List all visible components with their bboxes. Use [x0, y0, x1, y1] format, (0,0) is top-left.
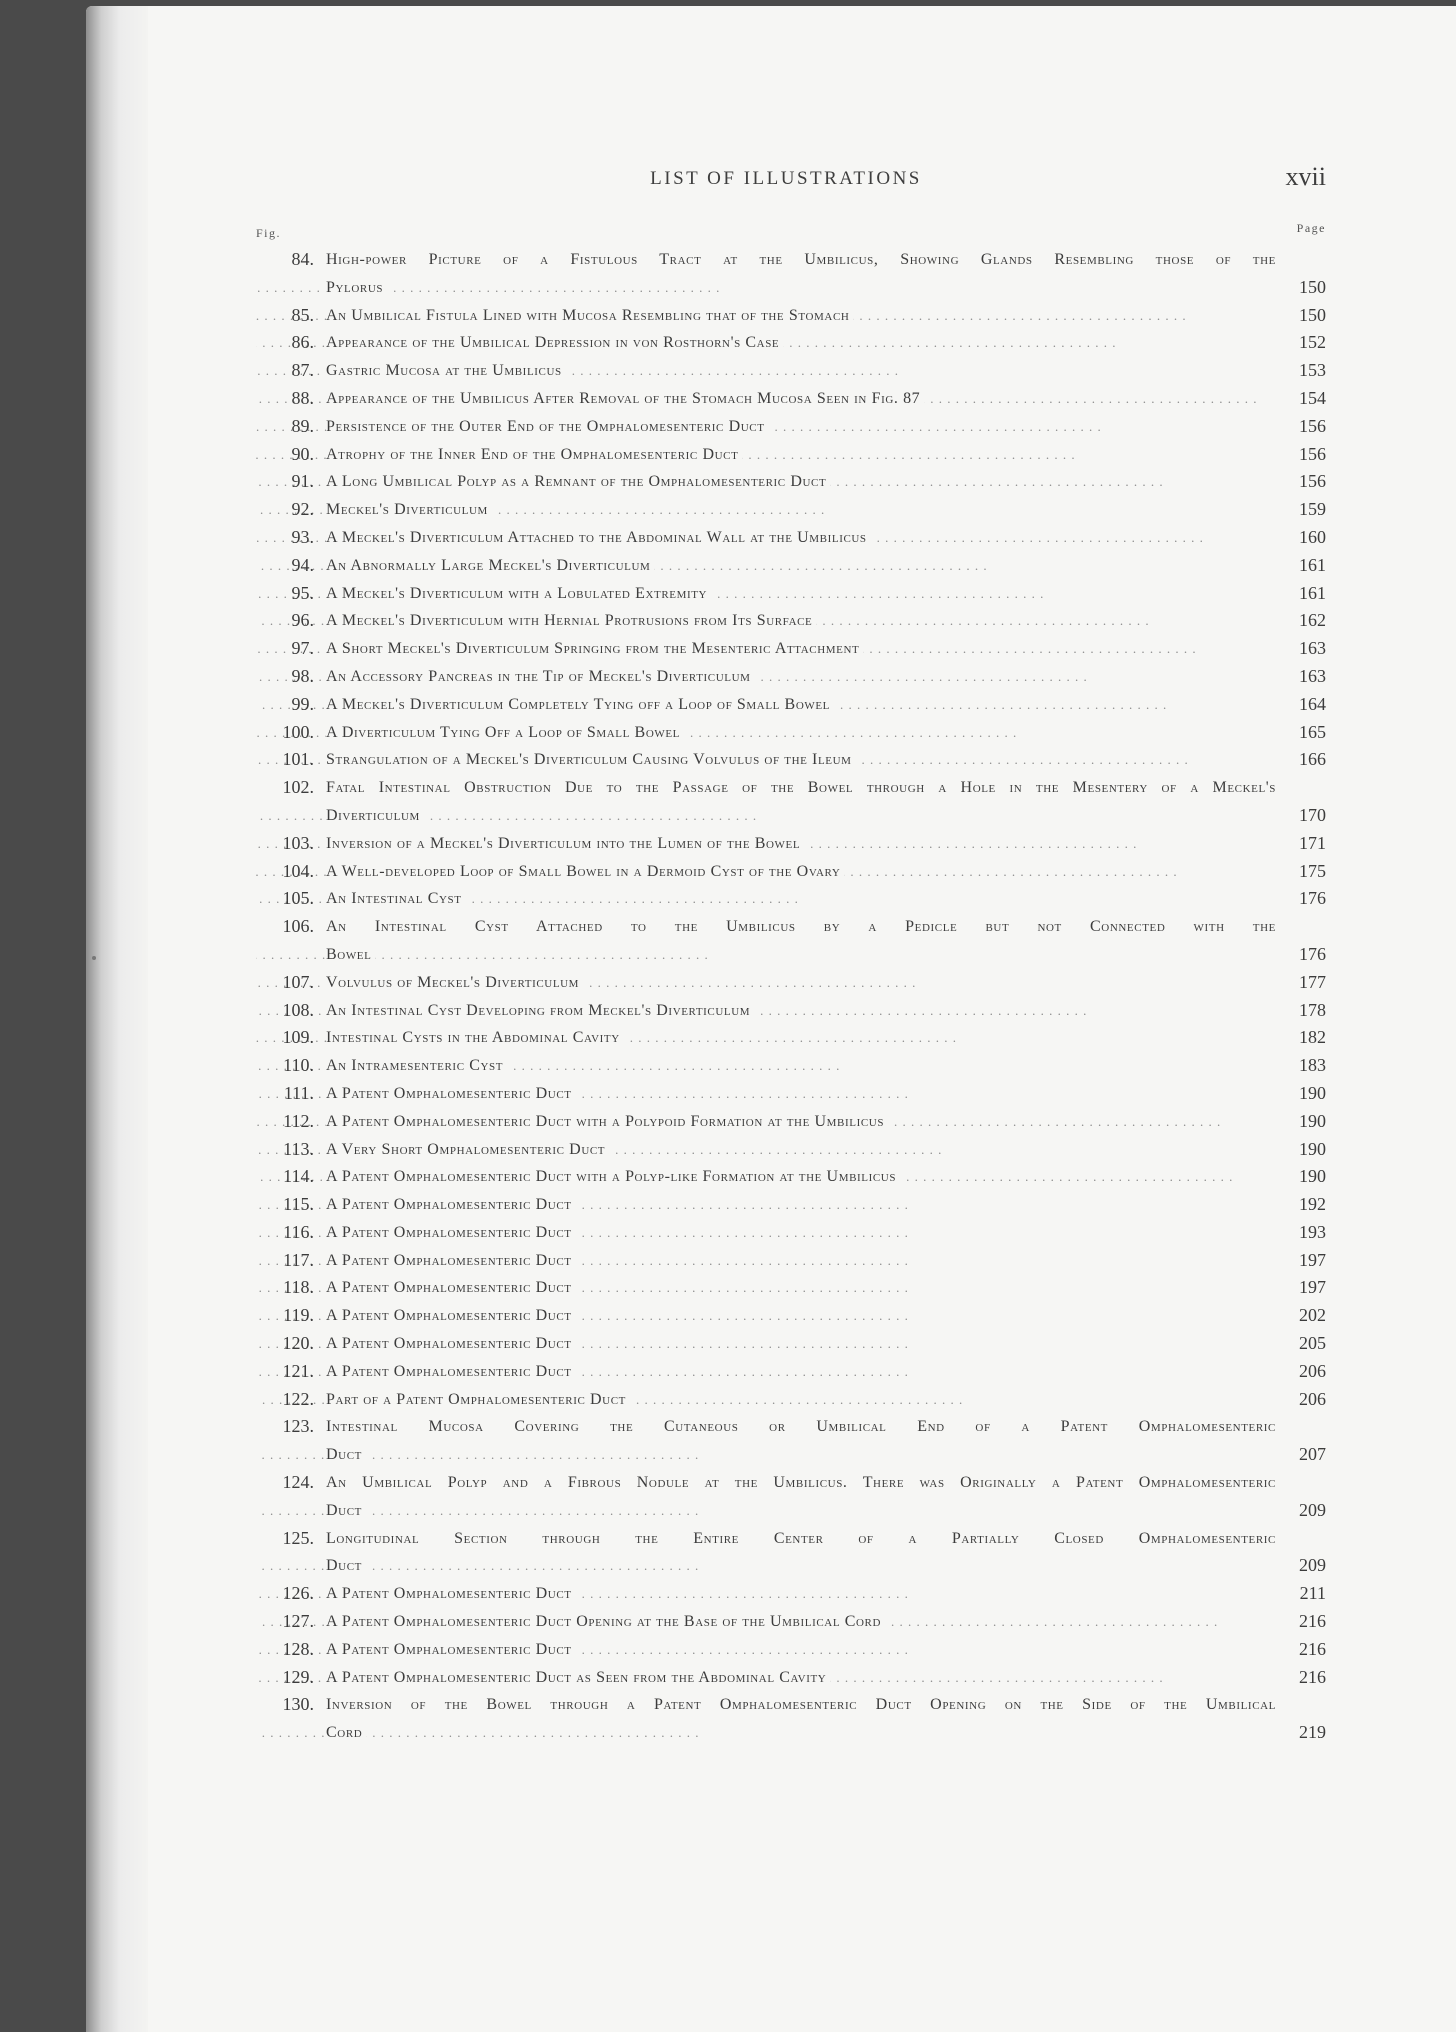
figure-number: 109. [282, 1027, 314, 1048]
list-entry [256, 552, 1326, 580]
figure-title [256, 1386, 1326, 1414]
page-reference: 192 [1293, 1191, 1326, 1219]
figure-number: 105. [282, 888, 314, 909]
list-entry [256, 1525, 1326, 1581]
list-entry [256, 385, 1326, 413]
figure-title [256, 1636, 1326, 1664]
figure-title-text: A Patent Omphalomesenteric Duct [326, 1585, 576, 1602]
page-reference: 193 [1293, 1219, 1326, 1247]
figure-title [256, 1691, 1326, 1747]
figure-title [256, 997, 1326, 1025]
figure-number: 119. [283, 1305, 314, 1326]
book-page [86, 6, 1456, 2032]
page-reference: 160 [1293, 524, 1326, 552]
figure-title [256, 552, 1326, 580]
page-reference: 209 [1293, 1497, 1326, 1525]
figure-title [256, 1247, 1326, 1275]
figure-title-text: Longitudinal Section through the Entire Center of a Partially Closed Omphalomesenteric Duct [326, 1529, 1276, 1575]
page-reference: 162 [1293, 607, 1326, 635]
figure-title-text: A Well-developed Loop of Small Bowel in a Dermoid Cyst of the Ovary [326, 863, 844, 880]
figure-number: 101. [282, 749, 314, 770]
running-header [86, 162, 1456, 198]
figure-title [256, 246, 1326, 302]
figure-number: 108. [282, 999, 314, 1020]
figure-title-text: A Patent Omphalomesenteric Duct [326, 1641, 576, 1658]
list-entry [256, 580, 1326, 608]
figure-number: 117. [283, 1249, 314, 1270]
figure-title-text: Appearance of the Umbilical Depression in von Rosthorn's Case [326, 334, 783, 351]
list-entry [256, 1636, 1326, 1664]
figure-title [256, 691, 1326, 719]
list-entry [256, 1330, 1326, 1358]
figure-number: 112. [283, 1110, 314, 1131]
figure-title [256, 635, 1326, 663]
list-entry [256, 607, 1326, 635]
list-entry [256, 1580, 1326, 1608]
figure-title [256, 830, 1326, 858]
page-reference: 163 [1293, 635, 1326, 663]
figure-number: 103. [282, 832, 314, 853]
page-reference: 216 [1293, 1608, 1326, 1636]
list-entry [256, 246, 1326, 302]
page-reference: 190 [1293, 1136, 1326, 1164]
figure-title-text: A Meckel's Diverticulum Completely Tying off a Loop of Small Bowel [326, 696, 834, 713]
figure-number: 128. [282, 1638, 314, 1659]
figure-title-text: Persistence of the Outer End of the Omphalomesenteric Duct [326, 418, 769, 435]
figure-title [256, 496, 1326, 524]
page-column-heading: Page [1296, 221, 1326, 235]
figure-number: 120. [282, 1333, 314, 1354]
page-reference: 190 [1293, 1163, 1326, 1191]
figure-title [256, 1358, 1326, 1386]
page-reference: 207 [1293, 1441, 1326, 1469]
list-entry [256, 1080, 1326, 1108]
page-reference: 156 [1293, 413, 1326, 441]
figure-title [256, 329, 1326, 357]
figure-number: 94. [291, 554, 314, 575]
figure-title-text: Atrophy of the Inner End of the Omphalomesenteric Duct [326, 446, 742, 463]
figure-title-text: A Patent Omphalomesenteric Duct [326, 1363, 576, 1380]
list-entry [256, 830, 1326, 858]
figure-title [256, 607, 1326, 635]
page-reference: 164 [1293, 691, 1326, 719]
page-reference: 156 [1293, 441, 1326, 469]
figure-title [256, 1525, 1326, 1581]
list-entry [256, 1413, 1326, 1469]
list-entry [256, 913, 1326, 969]
figure-number: 116. [283, 1221, 314, 1242]
figure-title-text: An Intestinal Cyst Attached to the Umbilicus by a Pedicle but not Connected with the Bowel [326, 918, 1276, 963]
figure-title-text: An Accessory Pancreas in the Tip of Meckel's Diverticulum [326, 668, 755, 685]
figure-number: 125. [282, 1527, 314, 1548]
figure-title [256, 1108, 1326, 1136]
figure-number: 104. [282, 860, 314, 881]
page-reference: 163 [1293, 663, 1326, 691]
list-entry [256, 1024, 1326, 1052]
figure-title-text: A Long Umbilical Polyp as a Remnant of the Omphalomesenteric Duct [326, 473, 830, 490]
page-reference: 150 [1293, 302, 1326, 330]
page-reference: 177 [1293, 969, 1326, 997]
list-entry [256, 1358, 1326, 1386]
page-reference: 202 [1293, 1302, 1326, 1330]
figure-number: 110. [283, 1055, 314, 1076]
figure-title-text: An Umbilical Polyp and a Fibrous Nodule at the Umbilicus. There was Originally a Patent Omphalomesenteric Duct [326, 1474, 1276, 1519]
figure-title-text: An Intestinal Cyst [326, 890, 466, 907]
list-entry [256, 969, 1326, 997]
list-entry [256, 1302, 1326, 1330]
list-entry [256, 1191, 1326, 1219]
figure-title-text: Strangulation of a Meckel's Diverticulum Causing Volvulus of the Ileum [326, 751, 856, 768]
figure-title [256, 580, 1326, 608]
figure-number: 97. [291, 638, 314, 659]
figure-number: 123. [282, 1416, 314, 1437]
page-speck [92, 956, 96, 960]
list-entry [256, 1386, 1326, 1414]
figure-title-text: A Patent Omphalomesenteric Duct [326, 1252, 576, 1269]
list-entry [256, 441, 1326, 469]
figure-title-text: A Meckel's Diverticulum Attached to the Abdominal Wall at the Umbilicus [326, 529, 871, 546]
page-reference: 152 [1293, 329, 1326, 357]
figure-title-text: A Patent Omphalomesenteric Duct [326, 1224, 576, 1241]
list-entry [256, 1469, 1326, 1525]
page-reference: 175 [1293, 858, 1326, 886]
figure-title [256, 1191, 1326, 1219]
figure-title-text: Part of a Patent Omphalomesenteric Duct [326, 1391, 630, 1408]
page-reference: 161 [1293, 580, 1326, 608]
figure-title [256, 1413, 1326, 1469]
page-reference: 182 [1293, 1024, 1326, 1052]
figure-title [256, 719, 1326, 747]
list-entry [256, 885, 1326, 913]
figure-title [256, 1274, 1326, 1302]
figure-title-text: Inversion of a Meckel's Diverticulum into the Lumen of the Bowel [326, 835, 804, 852]
page-reference: 176 [1293, 941, 1326, 969]
figure-title [256, 385, 1326, 413]
list-entry [256, 691, 1326, 719]
figure-title [256, 969, 1326, 997]
figure-number: 102. [282, 777, 314, 798]
figure-title [256, 1469, 1326, 1525]
page-reference: 209 [1293, 1552, 1326, 1580]
page-reference: 178 [1293, 997, 1326, 1025]
list-entry [256, 496, 1326, 524]
list-entry [256, 329, 1326, 357]
figure-title [256, 1302, 1326, 1330]
page-reference: 161 [1293, 552, 1326, 580]
figure-title-text: A Patent Omphalomesenteric Duct [326, 1307, 576, 1324]
figure-number: 130. [282, 1694, 314, 1715]
list-entry [256, 719, 1326, 747]
figure-title-text: A Meckel's Diverticulum with Hernial Protrusions from Its Surface [326, 612, 816, 629]
page-reference: 183 [1293, 1052, 1326, 1080]
figure-title [256, 1163, 1326, 1191]
figure-title-text: Intestinal Cysts in the Abdominal Cavity [326, 1029, 624, 1046]
page-number: xvii [1285, 162, 1326, 191]
figure-title [256, 1608, 1326, 1636]
figure-title-text: Gastric Mucosa at the Umbilicus [326, 362, 566, 379]
figure-title [256, 524, 1326, 552]
list-entry [256, 302, 1326, 330]
figure-number: 127. [282, 1611, 314, 1632]
list-entry [256, 1136, 1326, 1164]
figure-title [256, 1080, 1326, 1108]
page-reference: 171 [1293, 830, 1326, 858]
figure-title-text: Fatal Intestinal Obstruction Due to the Passage of the Bowel through a Hole in the Mesentery of a Meckel's Diverticulum [326, 779, 1276, 824]
figure-number: 111. [283, 1082, 314, 1103]
figure-number: 126. [282, 1583, 314, 1604]
list-entry [256, 1052, 1326, 1080]
figure-number: 95. [291, 582, 314, 603]
figure-number: 107. [282, 971, 314, 992]
figure-number: 118. [283, 1277, 314, 1298]
page-reference: 219 [1293, 1719, 1326, 1747]
page-reference: 176 [1293, 885, 1326, 913]
figure-title-text: High-power Picture of a Fistulous Tract at the Umbilicus, Showing Glands Resembling those of the Pylorus [326, 251, 1276, 296]
list-entry [256, 663, 1326, 691]
figure-number: 90. [291, 443, 314, 464]
figure-number: 124. [282, 1472, 314, 1493]
figure-title-text: A Patent Omphalomesenteric Duct [326, 1335, 576, 1352]
list-entry [256, 635, 1326, 663]
figure-title [256, 468, 1326, 496]
figure-title [256, 441, 1326, 469]
figure-title [256, 1136, 1326, 1164]
figure-title [256, 663, 1326, 691]
page-reference: 150 [1293, 274, 1326, 302]
figure-title [256, 1219, 1326, 1247]
figure-title-text: A Patent Omphalomesenteric Duct as Seen from the Abdominal Cavity [326, 1669, 830, 1686]
figure-number: 91. [291, 471, 314, 492]
page-reference: 153 [1293, 357, 1326, 385]
figure-number: 98. [291, 665, 314, 686]
figure-title-text: An Intestinal Cyst Developing from Meckel's Diverticulum [326, 1002, 754, 1019]
figure-title [256, 885, 1326, 913]
page-reference: 211 [1294, 1580, 1326, 1608]
figure-number: 84. [291, 249, 314, 269]
figure-number: 122. [282, 1388, 314, 1409]
figure-title-text: Intestinal Mucosa Covering the Cutaneous or Umbilical End of a Patent Omphalomesenteric Duct [326, 1418, 1276, 1464]
figure-title-text: A Patent Omphalomesenteric Duct with a Polypoid Formation at the Umbilicus [326, 1113, 888, 1130]
figure-title-text: Volvulus of Meckel's Diverticulum [326, 974, 583, 991]
figure-title [256, 1024, 1326, 1052]
figure-title-text: Meckel's Diverticulum [326, 501, 492, 518]
figure-number: 99. [291, 693, 314, 714]
page-reference: 205 [1293, 1330, 1326, 1358]
figure-title-text: A Diverticulum Tying Off a Loop of Small Bowel [326, 724, 684, 741]
figure-number: 87. [291, 360, 314, 381]
list-entry [256, 1247, 1326, 1275]
page-reference: 216 [1293, 1664, 1326, 1692]
page-reference: 170 [1293, 802, 1326, 830]
list-entry [256, 413, 1326, 441]
list-entry [256, 774, 1326, 830]
figure-title [256, 913, 1326, 969]
figure-title-text: An Umbilical Fistula Lined with Mucosa Resembling that of the Stomach [326, 307, 853, 324]
figure-title-text: Appearance of the Umbilicus After Removal of the Stomach Mucosa Seen in Fig. 87 [326, 390, 924, 407]
page-reference: 154 [1293, 385, 1326, 413]
page-reference: 197 [1293, 1274, 1326, 1302]
figure-title [256, 1330, 1326, 1358]
illustrations-list [256, 246, 1326, 1747]
list-entry [256, 1608, 1326, 1636]
page-reference: 159 [1293, 496, 1326, 524]
figure-title-text: A Very Short Omphalomesenteric Duct [326, 1141, 609, 1158]
figure-number: 100. [282, 721, 314, 742]
figure-title-text: A Patent Omphalomesenteric Duct with a Polyp-like Formation at the Umbilicus [326, 1168, 900, 1185]
list-entry [256, 858, 1326, 886]
fig-column-heading: Fig. [256, 226, 282, 240]
figure-number: 115. [283, 1194, 314, 1215]
running-title: LIST OF ILLUSTRATIONS [650, 168, 922, 189]
figure-title-text: A Patent Omphalomesenteric Duct [326, 1196, 576, 1213]
list-entry [256, 1108, 1326, 1136]
book-gutter [86, 6, 148, 2032]
page-reference: 156 [1293, 468, 1326, 496]
figure-title-text: An Intramesenteric Cyst [326, 1057, 507, 1074]
figure-title [256, 858, 1326, 886]
figure-title-text: A Meckel's Diverticulum with a Lobulated Extremity [326, 585, 711, 602]
figure-title-text: Inversion of the Bowel through a Patent Omphalomesenteric Duct Opening on the Side of the Umbilical Cord [326, 1696, 1276, 1742]
list-entry [256, 1163, 1326, 1191]
page-reference: 197 [1293, 1247, 1326, 1275]
figure-number: 114. [283, 1166, 314, 1187]
figure-title-text: A Patent Omphalomesenteric Duct [326, 1279, 576, 1296]
figure-title-text: A Patent Omphalomesenteric Duct [326, 1085, 576, 1102]
figure-number: 92. [291, 499, 314, 520]
list-entry [256, 357, 1326, 385]
list-entry [256, 1691, 1326, 1747]
column-headings [256, 221, 1326, 242]
figure-number: 96. [291, 610, 314, 631]
figure-number: 113. [283, 1138, 314, 1159]
list-entry [256, 468, 1326, 496]
figure-number: 86. [291, 332, 314, 353]
figure-title [256, 1580, 1326, 1608]
figure-title [256, 774, 1326, 830]
figure-title-text: A Short Meckel's Diverticulum Springing from the Mesenteric Attachment [326, 640, 863, 657]
list-entry [256, 524, 1326, 552]
list-entry [256, 997, 1326, 1025]
figure-number: 85. [291, 304, 314, 325]
figure-title [256, 302, 1326, 330]
page-reference: 166 [1293, 746, 1326, 774]
figure-title [256, 1664, 1326, 1692]
figure-number: 129. [282, 1666, 314, 1687]
figure-title [256, 1052, 1326, 1080]
figure-number: 88. [291, 387, 314, 408]
page-reference: 190 [1293, 1080, 1326, 1108]
figure-number: 106. [282, 916, 314, 937]
page-reference: 206 [1293, 1358, 1326, 1386]
figure-title [256, 357, 1326, 385]
list-entry [256, 1219, 1326, 1247]
list-entry [256, 746, 1326, 774]
figure-title-text: An Abnormally Large Meckel's Diverticulum [326, 557, 654, 574]
list-entry [256, 1664, 1326, 1692]
figure-number: 93. [291, 526, 314, 547]
figure-number: 121. [282, 1360, 314, 1381]
page-reference: 206 [1293, 1386, 1326, 1414]
page-reference: 216 [1293, 1636, 1326, 1664]
page-reference: 165 [1293, 719, 1326, 747]
figure-title-text: A Patent Omphalomesenteric Duct Opening at the Base of the Umbilical Cord [326, 1613, 885, 1630]
page-reference: 190 [1293, 1108, 1326, 1136]
list-entry [256, 1274, 1326, 1302]
figure-title [256, 413, 1326, 441]
figure-title [256, 746, 1326, 774]
figure-number: 89. [291, 415, 314, 436]
